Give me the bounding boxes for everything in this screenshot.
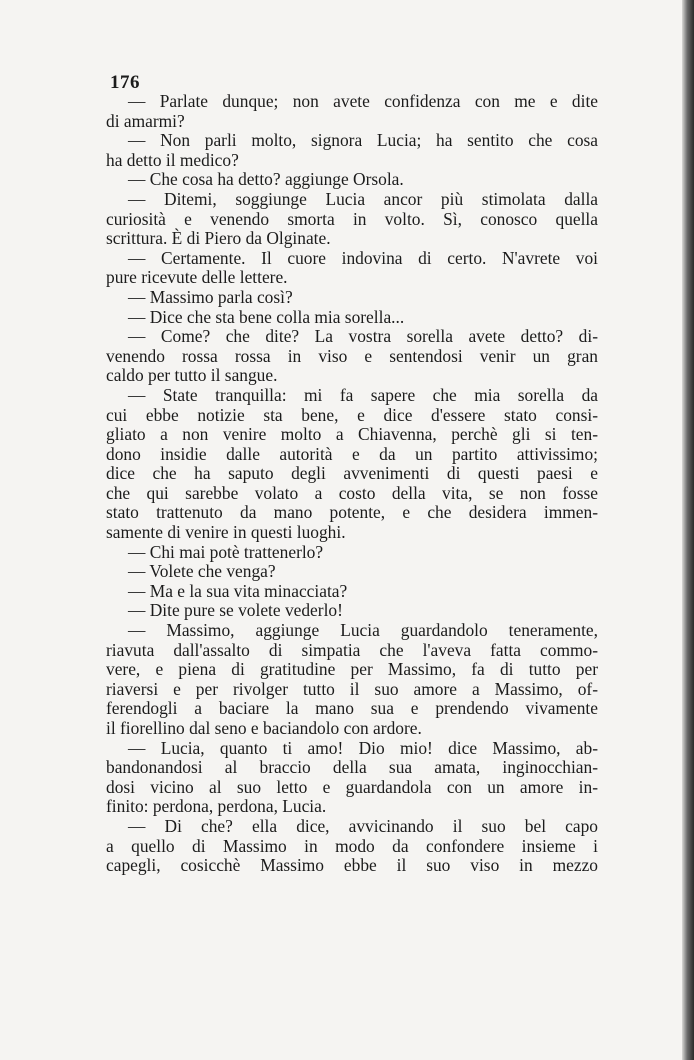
text-line: il fiorellino dal seno e baciandolo con ardore. bbox=[106, 718, 422, 738]
text-line: dosi vicino al suo letto e guardandola con un amore in- bbox=[106, 776, 598, 797]
text-line: — Lucia, quanto ti amo! Dio mio! dice Massimo, ab- bbox=[128, 737, 598, 758]
text-line: caldo per tutto il sangue. bbox=[106, 365, 278, 386]
text-line: — Massimo parla così? bbox=[128, 286, 293, 307]
text-line: — Massimo, aggiunge Lucia guardandolo teneramente, bbox=[128, 620, 598, 641]
text-line: — Ma e la sua vita minacciata? bbox=[128, 580, 348, 601]
text-line: — Chi mai potè trattenerlo? bbox=[128, 541, 324, 562]
text-line: finito: perdona, perdona, Lucia. bbox=[106, 796, 327, 817]
text-line: pure ricevute delle lettere. bbox=[106, 267, 288, 288]
text-line: venendo rossa rossa in viso e sentendosi venir un gran bbox=[106, 345, 598, 366]
text-line: capegli, cosicchè Massimo ebbe il suo viso in mezzo bbox=[106, 855, 598, 876]
text-line: — Come? che dite? La vostra sorella avete detto? di- bbox=[128, 326, 598, 347]
text-line: — Certamente. Il cuore indovina di certo. N'avrete voi bbox=[128, 247, 598, 268]
text-line: gliato a non venire molto a Chiavenna, perchè gli si ten- bbox=[106, 424, 598, 445]
text-line: di amarmi? bbox=[106, 110, 185, 131]
text-line: — Non parli molto, signora Lucia; ha sentito che cosa bbox=[128, 130, 598, 151]
text-line: ferendogli a baciare la mano sua e prendendo vivamente bbox=[106, 698, 598, 719]
text-line: bandonandosi al braccio della sua amata, inginocchian- bbox=[106, 757, 598, 778]
text-line: curiosità e venendo smorta in volto. Sì, conosco quella bbox=[106, 208, 598, 229]
text-line: — Dite pure se volete vederlo! bbox=[128, 600, 343, 621]
text-line: dice che ha saputo degli avvenimenti di questi paesi e bbox=[106, 463, 598, 484]
text-line: riavuta dall'assalto di simpatia che l'aveva fatta commo- bbox=[106, 639, 598, 660]
text-line: riaversi e per rivolger tutto il suo amore a Massimo, of- bbox=[106, 678, 598, 699]
text-line: scrittura. È di Piero da Olginate. bbox=[106, 228, 331, 249]
text-line: — Volete che venga? bbox=[128, 561, 276, 582]
text-line: vere, e piena di gratitudine per Massimo, fa di tutto per bbox=[106, 659, 598, 680]
page-text bbox=[106, 92, 598, 876]
text-line: — Di che? ella dice, avvicinando il suo bel capo bbox=[128, 815, 598, 836]
text-line: — Che cosa ha detto? aggiunge Orsola. bbox=[128, 169, 404, 190]
page-number: 176 bbox=[110, 72, 140, 93]
text-line: — Parlate dunque; non avete confidenza con me e dite bbox=[128, 91, 598, 111]
text-line: dono insidie dalle autorità e da un partito attivissimo; bbox=[106, 443, 598, 464]
text-line: cui ebbe notizie sta bene, e dice d'essere stato consi- bbox=[106, 404, 598, 425]
text-line: a quello di Massimo in modo da confondere insieme i bbox=[106, 835, 598, 856]
text-line: — Dice che sta bene colla mia sorella... bbox=[128, 306, 405, 327]
binding-edge bbox=[682, 0, 694, 1060]
text-line: stato trattenuto da mano potente, e che desidera immen- bbox=[106, 502, 598, 523]
text-line: ha detto il medico? bbox=[106, 149, 239, 170]
text-line: samente di venire in questi luoghi. bbox=[106, 522, 346, 543]
text-line: — State tranquilla: mi fa sapere che mia sorella da bbox=[128, 384, 598, 405]
text-line: che qui sarebbe volato a costo della vita, se non fosse bbox=[106, 482, 598, 503]
text-line: — Ditemi, soggiunge Lucia ancor più stimolata dalla bbox=[128, 188, 598, 209]
